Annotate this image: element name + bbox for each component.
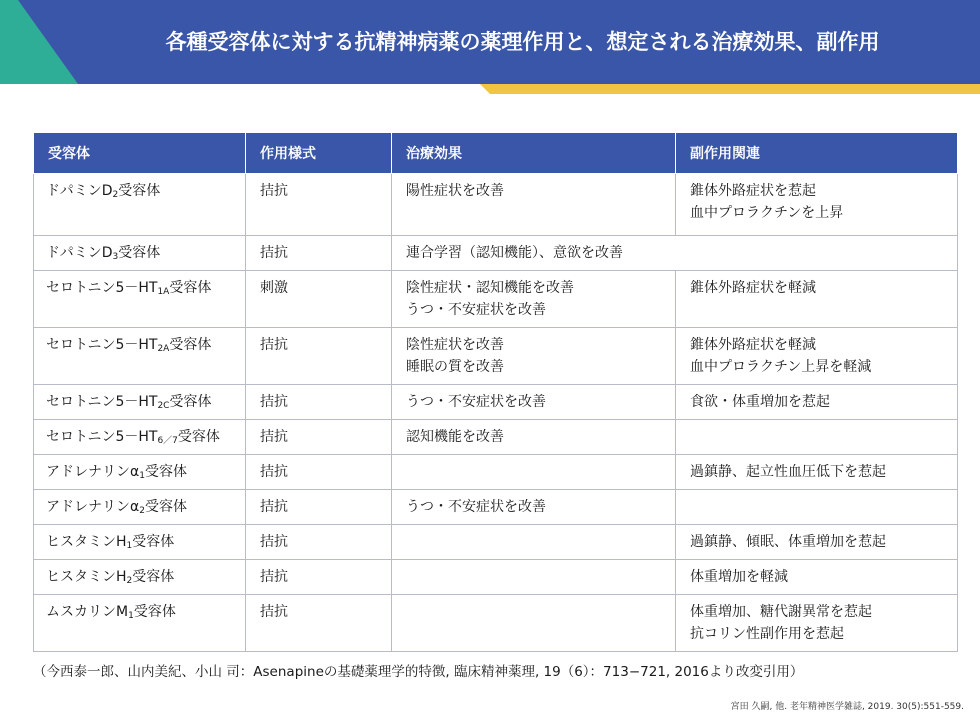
table-row [34,490,958,525]
side-effect-cell [676,271,958,328]
receptor-subtype: 2 [126,576,133,586]
receptor-cell [34,420,246,455]
receptor-subtype: 3 [112,252,119,262]
receptor-name: アドレナリンα [46,464,140,480]
mode-cell [246,236,392,271]
receptor-cell [34,490,246,525]
side-effect-cell [676,595,958,652]
receptor-cell [34,455,246,490]
effect-cell [392,490,676,525]
receptor-cell [34,560,246,595]
side-effect-line: 過鎮静、傾眠、体重増加を惹起 [690,534,886,550]
receptor-subtype: 2A [157,344,170,354]
side-effect-line: 血中プロラクチン上昇を軽減 [690,359,872,375]
effect-cell [392,595,676,652]
table-row [34,560,958,595]
reference: 宮田 久嗣, 他. 老年精神医学雑誌, 2019. 30(5):551-559. [730,702,964,712]
receptor-subtype: 2 [139,506,145,516]
receptor-suffix: 受容体 [169,337,212,353]
receptor-suffix: 受容体 [118,245,161,261]
header-mode: 作用様式 [246,133,392,174]
receptor-suffix: 受容体 [132,569,175,585]
mode-text: 拮抗 [260,429,288,445]
effect-cell [392,385,676,420]
receptor-subtype: 2C [157,401,170,411]
mode-text: 拮抗 [260,569,288,585]
side-effect-line: 錐体外路症状を軽減 [690,337,816,353]
mode-text: 拮抗 [260,337,288,353]
effect-cell [392,560,676,595]
receptor-name: ドパミンD [46,183,113,199]
mode-text: 拮抗 [260,534,288,550]
receptor-name: ヒスタミンH [46,534,127,550]
effect-line: 認知機能を改善 [406,429,504,445]
effect-line: うつ・不安症状を改善 [406,302,546,318]
table-row [34,595,958,652]
effect-line: 睡眠の質を改善 [406,359,504,375]
effect-cell [392,455,676,490]
yellow-accent-bar [480,84,980,94]
side-effect-line: 体重増加を軽減 [690,569,788,585]
side-effect-cell [676,328,958,385]
receptor-cell [34,271,246,328]
receptor-name: セロトニン5－HT [46,394,158,410]
receptor-name: ドパミンD [46,245,113,261]
mode-cell [246,560,392,595]
side-effect-line: 血中プロラクチンを上昇 [690,205,844,221]
mode-text: 拮抗 [260,464,288,480]
side-effect-cell [676,174,958,236]
mode-cell [246,174,392,236]
receptor-suffix: 受容体 [144,499,187,515]
receptor-name: セロトニン5－HT [46,337,158,353]
receptor-suffix: 受容体 [133,604,176,620]
side-effect-line: 食欲・体重増加を惹起 [690,394,830,410]
side-effect-cell [676,455,958,490]
receptor-name: セロトニン5－HT [46,429,158,445]
mode-cell [246,595,392,652]
side-effect-line: 錐体外路症状を軽減 [690,280,816,296]
side-effect-cell [676,525,958,560]
mode-text: 拮抗 [260,245,288,261]
side-effect-line: 錐体外路症状を惹起 [690,183,816,199]
side-effect-line: 抗コリン性副作用を惹起 [690,626,844,642]
receptor-name: ムスカリンM [46,604,129,620]
mode-text: 拮抗 [260,183,288,199]
table-row [34,271,958,328]
side-effect-line: 体重増加、糖代謝異常を惹起 [690,604,872,620]
mode-text: 拮抗 [260,499,288,515]
effect-line: 陽性症状を改善 [406,183,504,199]
effect-cell [392,525,676,560]
receptor-suffix: 受容体 [169,280,212,296]
receptor-cell [34,525,246,560]
receptor-suffix: 受容体 [169,394,212,410]
receptor-table [33,132,958,652]
effect-cell [392,236,958,271]
receptor-cell [34,174,246,236]
effect-line: うつ・不安症状を改善 [406,499,546,515]
table-header-row [34,133,958,174]
mode-cell [246,328,392,385]
header-side-effect: 副作用関連 [676,133,958,174]
receptor-subtype: 1 [128,611,134,621]
mode-cell [246,271,392,328]
mode-cell [246,455,392,490]
header-effect: 治療効果 [392,133,676,174]
receptor-cell [34,328,246,385]
mode-text: 刺激 [260,280,288,296]
receptor-suffix: 受容体 [144,464,187,480]
effect-line: 連合学習（認知機能）、意欲を改善 [406,245,623,261]
mode-text: 拮抗 [260,604,288,620]
side-effect-cell [676,385,958,420]
table-row [34,385,958,420]
receptor-subtype: 2 [112,190,119,200]
receptor-subtype: 1 [139,471,145,481]
receptor-subtype: 6／7 [157,436,178,446]
receptor-name: アドレナリンα [46,499,140,515]
receptor-cell [34,385,246,420]
side-effect-cell [676,490,958,525]
receptor-suffix: 受容体 [132,534,175,550]
effect-line: 陰性症状・認知機能を改善 [406,280,574,296]
effect-cell [392,420,676,455]
mode-cell [246,420,392,455]
table-row [34,174,958,236]
effect-cell [392,328,676,385]
receptor-name: ヒスタミンH [46,569,127,585]
header-receptor: 受容体 [34,133,246,174]
effect-line: 陰性症状を改善 [406,337,504,353]
table-row [34,236,958,271]
effect-cell [392,271,676,328]
receptor-suffix: 受容体 [177,429,220,445]
receptor-suffix: 受容体 [118,183,161,199]
side-effect-line: 過鎮静、起立性血圧低下を惹起 [690,464,886,480]
mode-text: 拮抗 [260,394,288,410]
mode-cell [246,490,392,525]
table-row [34,328,958,385]
side-effect-cell [676,560,958,595]
slide-title: 各種受容体に対する抗精神病薬の薬理作用と、想定される治療効果、副作用 [165,30,880,54]
receptor-subtype: 1A [157,287,170,297]
mode-cell [246,385,392,420]
table-row [34,525,958,560]
mode-cell [246,525,392,560]
citation: （今西泰一郎、山内美紀、小山 司：Asenapineの基礎薬理学的特徴, 臨床精神薬理, 19（6）：713−721, 2016より改変引用） [33,664,804,680]
receptor-cell [34,595,246,652]
receptor-name: セロトニン5－HT [46,280,158,296]
side-effect-cell [676,420,958,455]
table-row [34,455,958,490]
receptor-subtype: 1 [126,541,133,551]
effect-cell [392,174,676,236]
receptor-cell [34,236,246,271]
effect-line: うつ・不安症状を改善 [406,394,546,410]
table-row [34,420,958,455]
